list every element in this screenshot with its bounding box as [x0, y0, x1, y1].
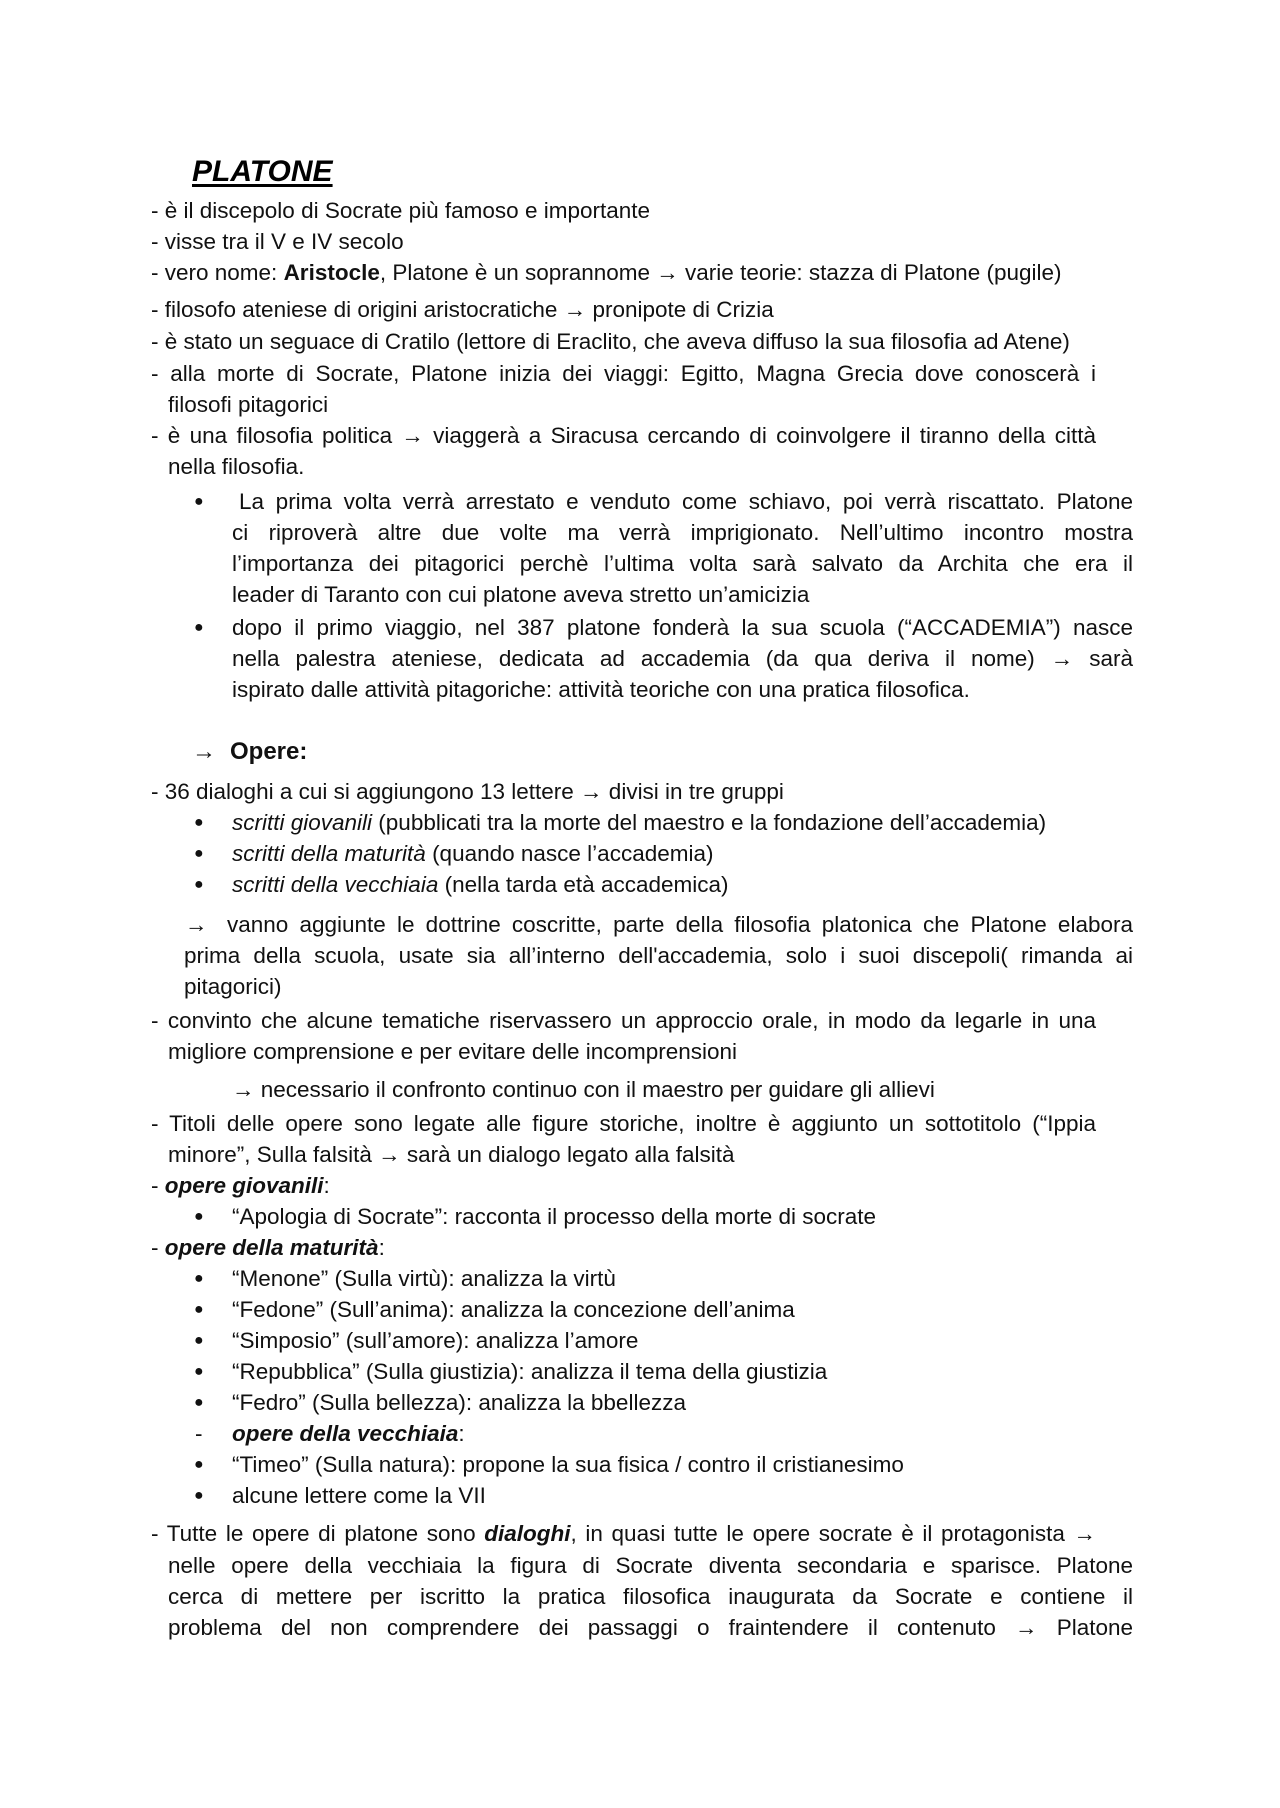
bullet-icon: ●: [194, 845, 204, 862]
intro-line-3: - vero nome: Aristocle, Platone è un soprannome → varie teorie: stazza di Platone (pugile): [151, 260, 1062, 285]
intro-line-4: - filosofo ateniese di origini aristocratiche → pronipote di Crizia: [151, 297, 774, 322]
group-vecchiaia: scritti della vecchiaia (nella tarda età accademica): [232, 872, 729, 897]
conclusion-line-3: cerca di mettere per iscritto la pratica filosofica inaugurata da Socrate e contiene il: [168, 1584, 1133, 1609]
page-title: PLATONE: [192, 155, 333, 188]
bullet-icon: ●: [194, 1456, 204, 1473]
intro-line-8: - è una filosofia politica → viaggerà a Siracusa cercando di coinvolgere il tiranno della città: [151, 423, 1096, 448]
academy-bullet-line-1: dopo il primo viaggio, nel 387 platone fonderà la sua scuola (“ACCADEMIA”) nasce: [232, 615, 1133, 640]
travel-bullet-line-2: ci riproverà altre due volte ma verrà imprigionato. Nell’ultimo incontro mostra: [232, 520, 1133, 545]
bullet-icon: ●: [194, 814, 204, 831]
vecchiaia-heading: opere della vecchiaia:: [232, 1421, 465, 1446]
travel-bullet-line-3: l’importanza dei pitagorici perchè l’ultima volta sarà salvato da Archita che era il: [232, 551, 1133, 576]
bullet-icon: ●: [194, 1208, 204, 1225]
vecchiaia-item: “Timeo” (Sulla natura): propone la sua fisica / contro il cristianesimo: [232, 1452, 904, 1477]
group-maturita: scritti della maturità (quando nasce l’accademia): [232, 841, 714, 866]
academy-bullet-line-3: ispirato dalle attività pitagoriche: attività teoriche con una pratica filosofica.: [232, 677, 970, 702]
intro-line-2: - visse tra il V e IV secolo: [151, 229, 404, 254]
confronto-line: → necessario il confronto continuo con il maestro per guidare gli allievi: [232, 1077, 935, 1102]
conclusion-line-2: nelle opere della vecchiaia la figura di Socrate diventa secondaria e sparisce. Platone: [168, 1553, 1133, 1578]
titoli-line-2: minore”, Sulla falsità → sarà un dialogo legato alla falsità: [168, 1142, 735, 1167]
vecchiaia-dash: -: [195, 1421, 203, 1446]
maturita-item: “Fedone” (Sull’anima): analizza la concezione dell’anima: [232, 1297, 795, 1322]
travel-bullet-line-4: leader di Taranto con cui platone aveva stretto un’amicizia: [232, 582, 810, 607]
group-giovanili: scritti giovanili (pubblicati tra la morte del maestro e la fondazione dell’accademia): [232, 810, 1047, 835]
conclusion-line-1: - Tutte le opere di platone sono dialoghi, in quasi tutte le opere socrate è il protagonista →: [151, 1521, 1096, 1546]
dottrine-line-1: vanno aggiunte le dottrine coscritte, parte della filosofia platonica che Platone elabora: [227, 912, 1133, 937]
conclusion-line-4: problema del non comprendere dei passaggi o fraintendere il contenuto → Platone: [168, 1615, 1133, 1640]
intro-line-6: - alla morte di Socrate, Platone inizia dei viaggi: Egitto, Magna Grecia dove conoscerà i: [151, 361, 1096, 386]
maturita-heading: - opere della maturità:: [151, 1235, 385, 1260]
bullet-icon: ●: [194, 1270, 204, 1287]
arrow-icon: →: [185, 912, 208, 937]
convinto-line-2: migliore comprensione e per evitare delle incomprensioni: [168, 1039, 738, 1064]
dottrine-line-2: prima della scuola, usate sia all’interno dell'accademia, solo i suoi discepoli( rimanda ai: [184, 943, 1133, 968]
arrow-icon: →: [192, 738, 216, 765]
vecchiaia-item: alcune lettere come la VII: [232, 1483, 486, 1508]
bullet-icon: ●: [194, 876, 204, 893]
giovanili-item: “Apologia di Socrate”: racconta il processo della morte di socrate: [232, 1204, 877, 1229]
convinto-line-1: - convinto che alcune tematiche riservassero un approccio orale, in modo da legarle in una: [151, 1008, 1096, 1033]
bullet-icon: ●: [194, 619, 204, 636]
bullet-icon: ●: [194, 1332, 204, 1349]
travel-bullet-line-1: La prima volta verrà arrestato e venduto come schiavo, poi verrà riscattato. Platone: [239, 489, 1133, 514]
bullet-icon: ●: [194, 493, 204, 510]
opere-heading: → Opere:: [192, 738, 308, 765]
bullet-icon: ●: [194, 1487, 204, 1504]
bullet-icon: ●: [194, 1363, 204, 1380]
intro-line-9: nella filosofia.: [168, 454, 305, 479]
intro-line-1: - è il discepolo di Socrate più famoso e importante: [151, 198, 651, 223]
dottrine-line-3: pitagorici): [184, 974, 282, 999]
bullet-icon: ●: [194, 1394, 204, 1411]
intro-line-5: - è stato un seguace di Cratilo (lettore di Eraclito, che aveva diffuso la sua filosofia ad Atene): [151, 329, 1070, 354]
intro-line-7: filosofi pitagorici: [168, 392, 329, 417]
maturita-item: “Fedro” (Sulla bellezza): analizza la bbellezza: [232, 1390, 686, 1415]
opere-line-1: - 36 dialoghi a cui si aggiungono 13 lettere → divisi in tre gruppi: [151, 779, 784, 804]
real-name: Aristocle: [283, 260, 380, 285]
giovanili-heading: - opere giovanili:: [151, 1173, 330, 1198]
bullet-icon: ●: [194, 1301, 204, 1318]
maturita-item: “Repubblica” (Sulla giustizia): analizza il tema della giustizia: [232, 1359, 828, 1384]
maturita-item: “Simposio” (sull’amore): analizza l’amore: [232, 1328, 639, 1353]
academy-bullet-line-2: nella palestra ateniese, dedicata ad accademia (da qua deriva il nome) → sarà: [232, 646, 1133, 671]
maturita-item: “Menone” (Sulla virtù): analizza la virtù: [232, 1266, 616, 1291]
titoli-line-1: - Titoli delle opere sono legate alle figure storiche, inoltre è aggiunto un sottotitolo (“Ippia: [151, 1111, 1096, 1136]
